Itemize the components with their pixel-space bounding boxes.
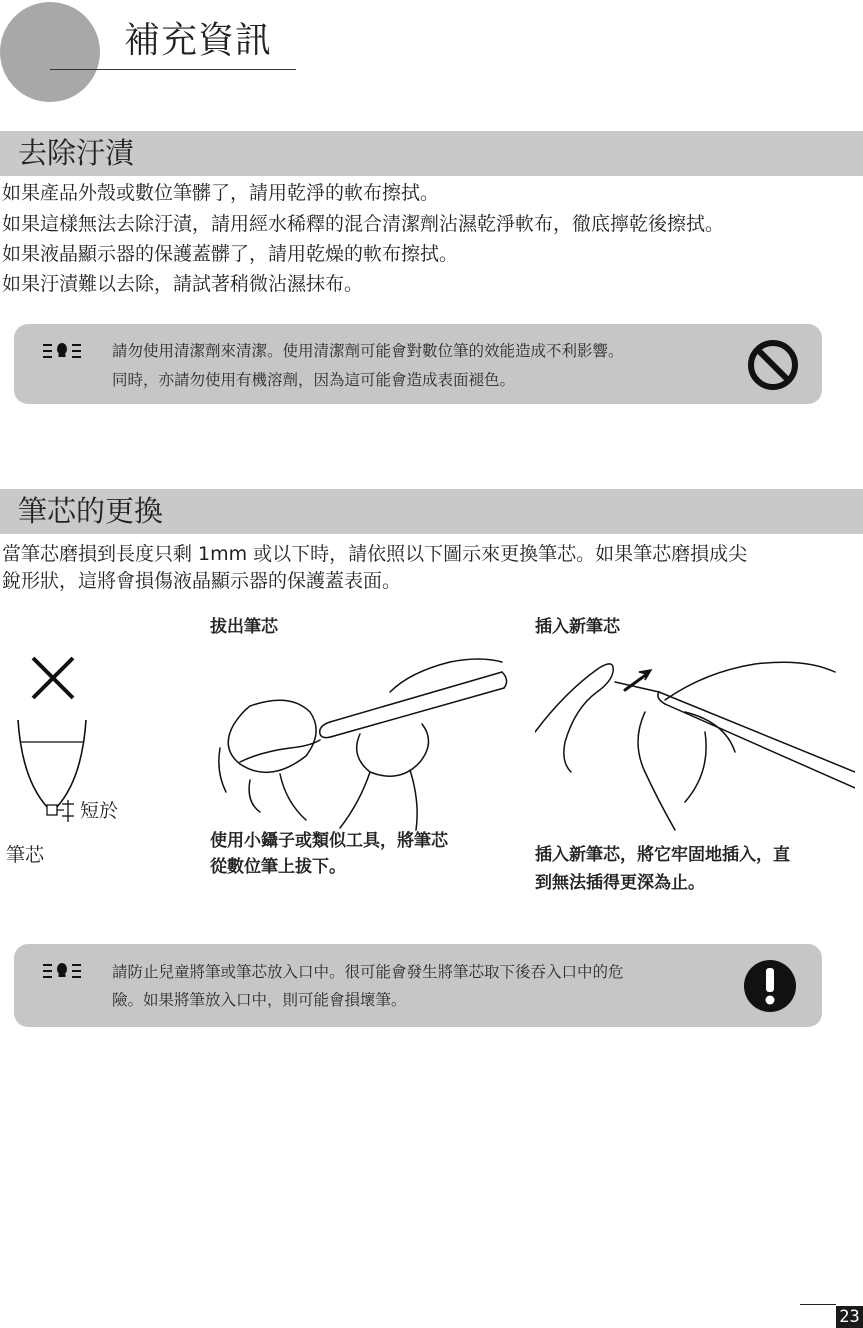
section-heading-cleaning: 去除汙漬 xyxy=(18,136,135,170)
nib-notice-line-2: 險。如果將筆放入口中，則可能會損壞筆。 xyxy=(112,991,407,1009)
remove-nib-title: 拔出筆芯 xyxy=(210,617,278,637)
remove-nib-caption-2: 從數位筆上拔下。 xyxy=(210,857,346,877)
caution-icon xyxy=(40,960,84,982)
cleaning-line-2: 如果這樣無法去除汙漬，請用經水稀釋的混合清潔劑沾濕乾淨軟布，徹底擰乾後擦拭。 xyxy=(2,213,725,235)
nib-line-1: 當筆芯磨損到長度只剩 1mm 或以下時，請依照以下圖示來更換筆芯。如果筆芯磨損成尖 xyxy=(2,543,748,565)
page-title: 補充資訊 xyxy=(124,20,273,61)
insert-nib-caption-2: 到無法插得更深為止。 xyxy=(535,873,705,893)
cleaning-line-4: 如果汙漬難以去除，請試著稍微沾濕抹布。 xyxy=(2,273,364,295)
remove-nib-caption-1: 使用小鑷子或類似工具，將筆芯 xyxy=(210,831,448,851)
section-heading-nib: 筆芯的更換 xyxy=(18,494,164,528)
cleaning-notice-line-1: 請勿使用清潔劑來清潔。使用清潔劑可能會對數位筆的效能造成不利影響。 xyxy=(112,342,624,360)
title-underline xyxy=(50,69,296,70)
page-number-rule xyxy=(800,1304,836,1305)
caution-icon xyxy=(40,340,84,362)
insert-nib-caption-1: 插入新筆芯，將它牢固地插入，直 xyxy=(535,845,790,865)
nib-label: 筆芯 xyxy=(6,844,45,866)
cleaning-line-3: 如果液晶顯示器的保護蓋髒了，請用乾燥的軟布擦拭。 xyxy=(2,243,459,265)
nib-notice-box xyxy=(14,944,822,1027)
insert-nib-illustration xyxy=(535,652,855,832)
header-circle xyxy=(0,2,100,102)
worn-nib-illustration xyxy=(0,650,140,830)
insert-nib-title: 插入新筆芯 xyxy=(535,617,620,637)
nib-line-2: 銳形狀，這將會損傷液晶顯示器的保護蓋表面。 xyxy=(2,570,402,592)
remove-nib-illustration xyxy=(210,652,510,832)
cleaning-line-1: 如果產品外殼或數位筆髒了，請用乾淨的軟布擦拭。 xyxy=(2,182,440,204)
page-number: 23 xyxy=(836,1306,863,1328)
cleaning-notice-line-2: 同時，亦請勿使用有機溶劑，因為這可能會造成表面褪色。 xyxy=(112,371,516,389)
nib-notice-line-1: 請防止兒童將筆或筆芯放入口中。很可能會發生將筆芯取下後吞入口中的危 xyxy=(112,963,624,981)
warning-exclamation-icon xyxy=(742,958,798,1014)
cleaning-notice-box xyxy=(14,324,822,404)
prohibited-icon xyxy=(746,338,800,392)
short-label: 短於 xyxy=(80,800,119,822)
